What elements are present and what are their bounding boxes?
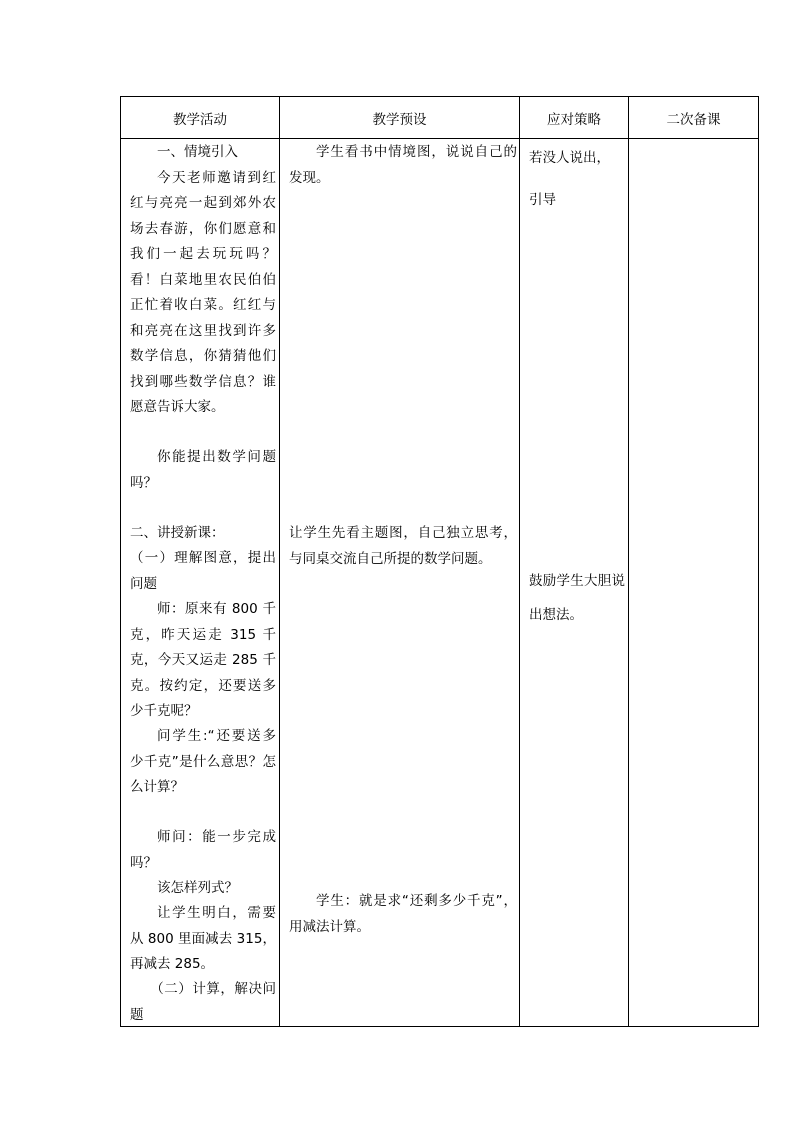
explain: 让学生明白，需要从 800 里面减去 315，再减去 285。 [130, 905, 276, 972]
strategy-p3: 鼓励学生大胆说出想法。 [529, 573, 625, 623]
activity-cell [121, 139, 280, 1027]
preset-p1: 学生看书中情境图，说说自己的发现。 [289, 144, 517, 186]
teacher-question-2: 师问：能一步完成吗？ [130, 829, 276, 871]
section1-text: 今天老师邀请到红红与亮亮一起到郊外农场去春游，你们愿意和我们一起去玩玩吗？看！白菜地里农民伯伯正忙着收白菜。红红与和亮亮在这里找到许多数学信息，你猜猜他们找到哪些数学信息？谁愿意告诉大家。 [130, 169, 276, 415]
strategy-p2: 引导 [529, 192, 556, 208]
header-teaching-preset: 教学预设 [280, 97, 520, 139]
content-row [121, 139, 759, 1027]
sub1-title: （一）理解图意，提出问题 [130, 550, 276, 592]
preset-cell [280, 139, 520, 1027]
header-second-preparation: 二次备课 [629, 97, 759, 139]
teacher-statement-1: 师：原来有 800 千克，昨天运走 315 千克，今天又运走 285 千克。按约定，还要送多少千克呢？ [130, 601, 276, 719]
header-teaching-activity: 教学活动 [121, 97, 280, 139]
how-formula: 该怎样列式？ [157, 880, 238, 896]
strategy-p1: 若没人说出， [529, 150, 610, 166]
sub2-title: （二）计算，解决问题 [130, 981, 276, 1023]
question1: 你能提出数学问题吗？ [130, 449, 276, 491]
section2-title: 二、讲授新课： [130, 525, 225, 541]
header-row [121, 97, 759, 139]
lesson-plan-table [120, 96, 759, 1027]
ask-students: 问学生:“还要送多少千克”是什么意思？怎么计算？ [130, 728, 276, 795]
preset-p3: 学生：就是求“还剩多少千克”，用减法计算。 [289, 893, 517, 935]
preset-p2: 让学生先看主题图，自己独立思考，与同桌交流自己所提的数学问题。 [289, 525, 517, 567]
strategy-cell [520, 139, 629, 1027]
second-prep-cell [629, 139, 759, 1027]
section1-title: 一、情境引入 [157, 144, 238, 160]
header-response-strategy: 应对策略 [520, 97, 629, 139]
